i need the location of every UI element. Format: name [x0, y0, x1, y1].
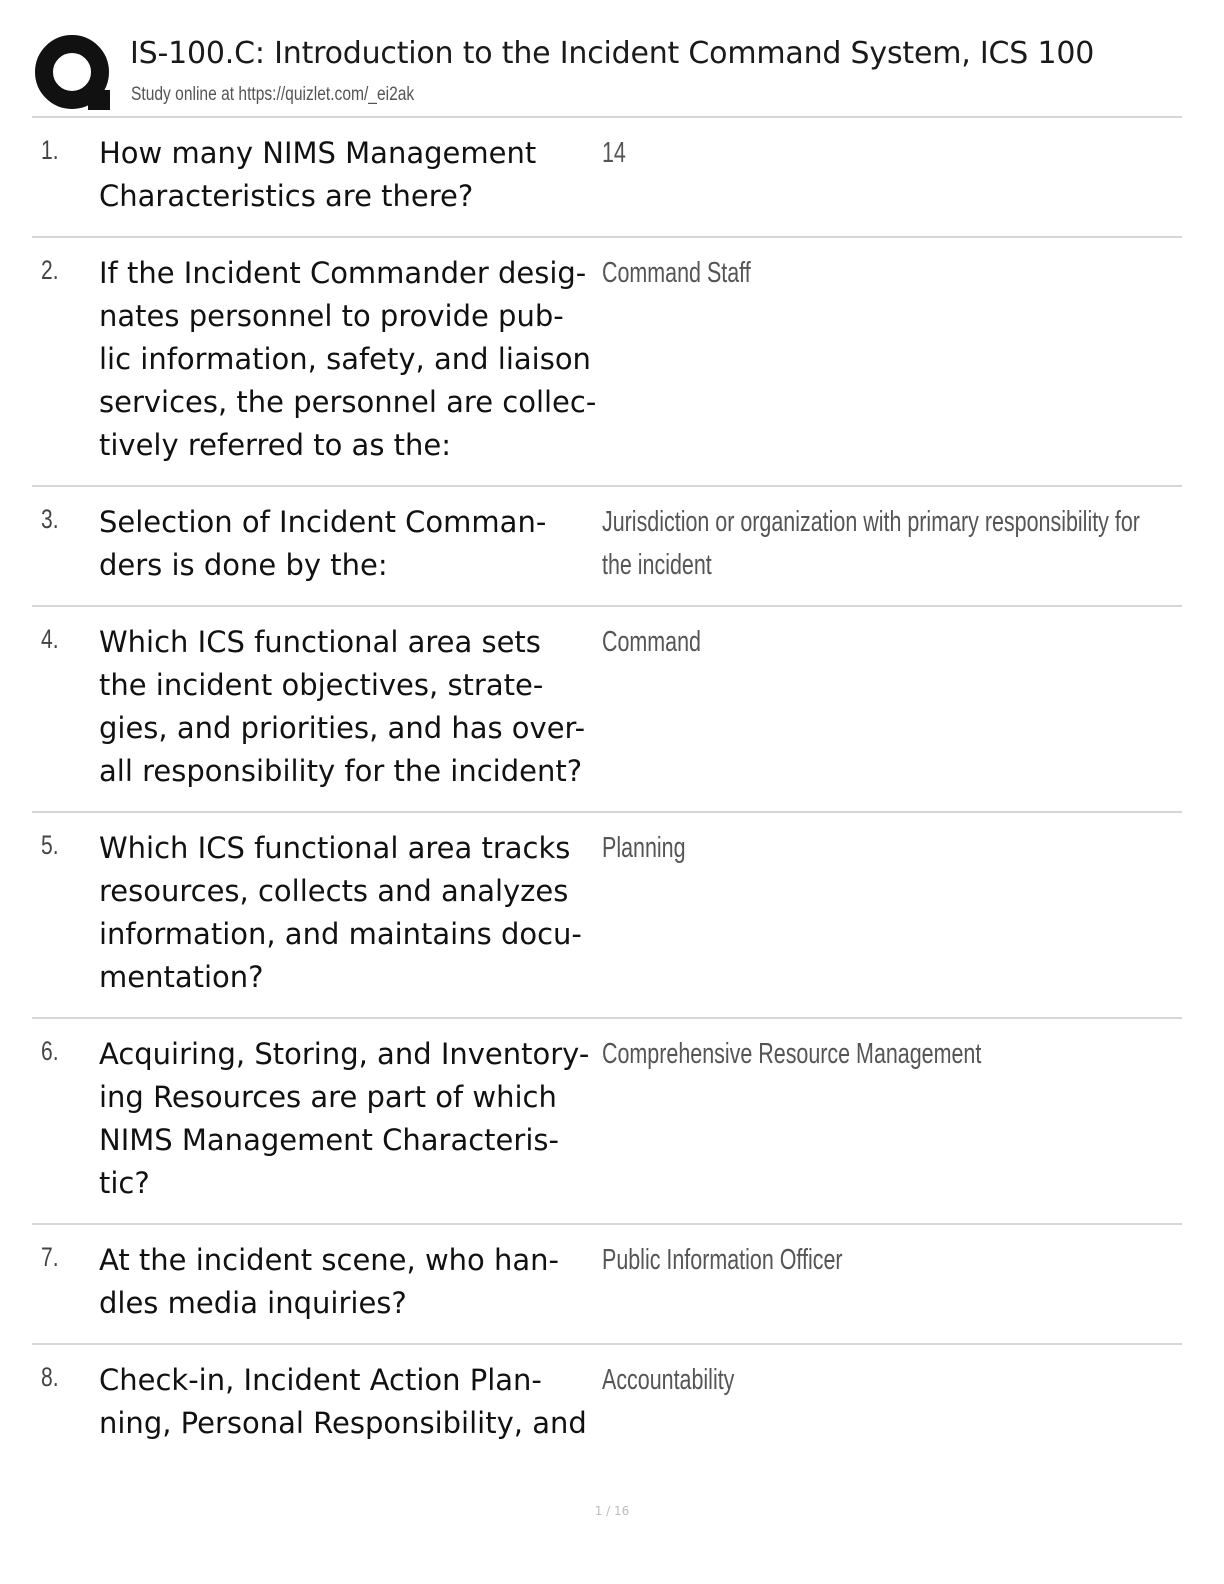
term-line: Acquiring, Storing, and Inventory- — [99, 1037, 590, 1071]
term-line: nates personnel to provide pub- — [99, 299, 564, 333]
card-term — [99, 501, 599, 587]
page-indicator: 1 / 16 — [594, 1504, 630, 1518]
term-line: information, and maintains docu- — [99, 917, 582, 951]
flashcard-row — [32, 813, 1182, 1019]
flashcard-row — [32, 118, 1182, 238]
definition-line: Planning — [602, 832, 686, 864]
card-number: 8. — [41, 1362, 59, 1392]
flashcard-list — [32, 118, 1182, 1463]
flashcard-row — [32, 1225, 1182, 1345]
card-definition — [602, 1359, 1164, 1402]
card-number: 4. — [41, 624, 59, 654]
term-line: At the incident scene, who han- — [99, 1243, 559, 1277]
quizlet-q-logo-icon — [32, 34, 142, 112]
card-number: 1. — [41, 135, 59, 165]
definition-line: Command — [602, 626, 701, 658]
card-term — [99, 1359, 599, 1445]
term-line: ning, Personal Responsibility, and — [99, 1406, 587, 1440]
term-line: resources, collects and analyzes — [99, 874, 569, 908]
definition-line: Public Information Officer — [602, 1244, 843, 1276]
card-number: 7. — [41, 1242, 59, 1272]
card-definition — [602, 1239, 1164, 1282]
card-term — [99, 827, 599, 999]
flashcard-row — [32, 238, 1182, 487]
term-line: dles media inquiries? — [99, 1286, 407, 1320]
document-title: IS-100.C: Introduction to the Incident Command System, ICS 100 — [130, 36, 1095, 71]
card-term — [99, 132, 599, 218]
term-line: Characteristics are there? — [99, 179, 474, 213]
term-line: NIMS Management Characteris- — [99, 1123, 559, 1157]
flashcard-row — [32, 607, 1182, 813]
card-term — [99, 1033, 599, 1205]
term-line: How many NIMS Management — [99, 136, 537, 170]
flashcard-row — [32, 1019, 1182, 1225]
page-header — [32, 28, 1182, 116]
card-number: 3. — [41, 504, 59, 534]
flashcard-row — [32, 487, 1182, 607]
term-line: ing Resources are part of which — [99, 1080, 557, 1114]
definition-line: Jurisdiction or organization with primary responsibility for — [602, 506, 1140, 538]
card-definition — [602, 1033, 1164, 1076]
term-line: mentation? — [99, 960, 264, 994]
term-line: lic information, safety, and liaison — [99, 342, 591, 376]
term-line: gies, and priorities, and has over- — [99, 711, 586, 745]
definition-line: the incident — [602, 549, 712, 581]
term-line: all responsibility for the incident? — [99, 754, 583, 788]
card-term — [99, 252, 599, 467]
card-number: 5. — [41, 830, 59, 860]
term-line: ders is done by the: — [99, 548, 388, 582]
term-line: Which ICS functional area sets — [99, 625, 541, 659]
card-definition — [602, 621, 1164, 664]
term-line: tic? — [99, 1166, 150, 1200]
term-line: Selection of Incident Comman- — [99, 505, 547, 539]
term-line: Which ICS functional area tracks — [99, 831, 571, 865]
card-definition — [602, 827, 1164, 870]
definition-line: 14 — [602, 137, 626, 169]
card-definition — [602, 132, 1164, 175]
card-term — [99, 1239, 599, 1325]
card-number: 2. — [41, 255, 59, 285]
term-line: If the Incident Commander desig- — [99, 256, 587, 290]
definition-line: Accountability — [602, 1364, 735, 1396]
card-definition — [602, 501, 1164, 587]
study-online-link[interactable]: Study online at https://quizlet.com/_ei2ak — [131, 84, 415, 105]
definition-line: Comprehensive Resource Management — [602, 1038, 982, 1070]
card-number: 6. — [41, 1036, 59, 1066]
flashcard-row — [32, 1345, 1182, 1463]
term-line: the incident objectives, strate- — [99, 668, 544, 702]
card-definition — [602, 252, 1164, 295]
definition-line: Command Staff — [602, 257, 751, 289]
term-line: tively referred to as the: — [99, 428, 452, 462]
term-line: Check-in, Incident Action Plan- — [99, 1363, 542, 1397]
term-line: services, the personnel are collec- — [99, 385, 597, 419]
card-term — [99, 621, 599, 793]
